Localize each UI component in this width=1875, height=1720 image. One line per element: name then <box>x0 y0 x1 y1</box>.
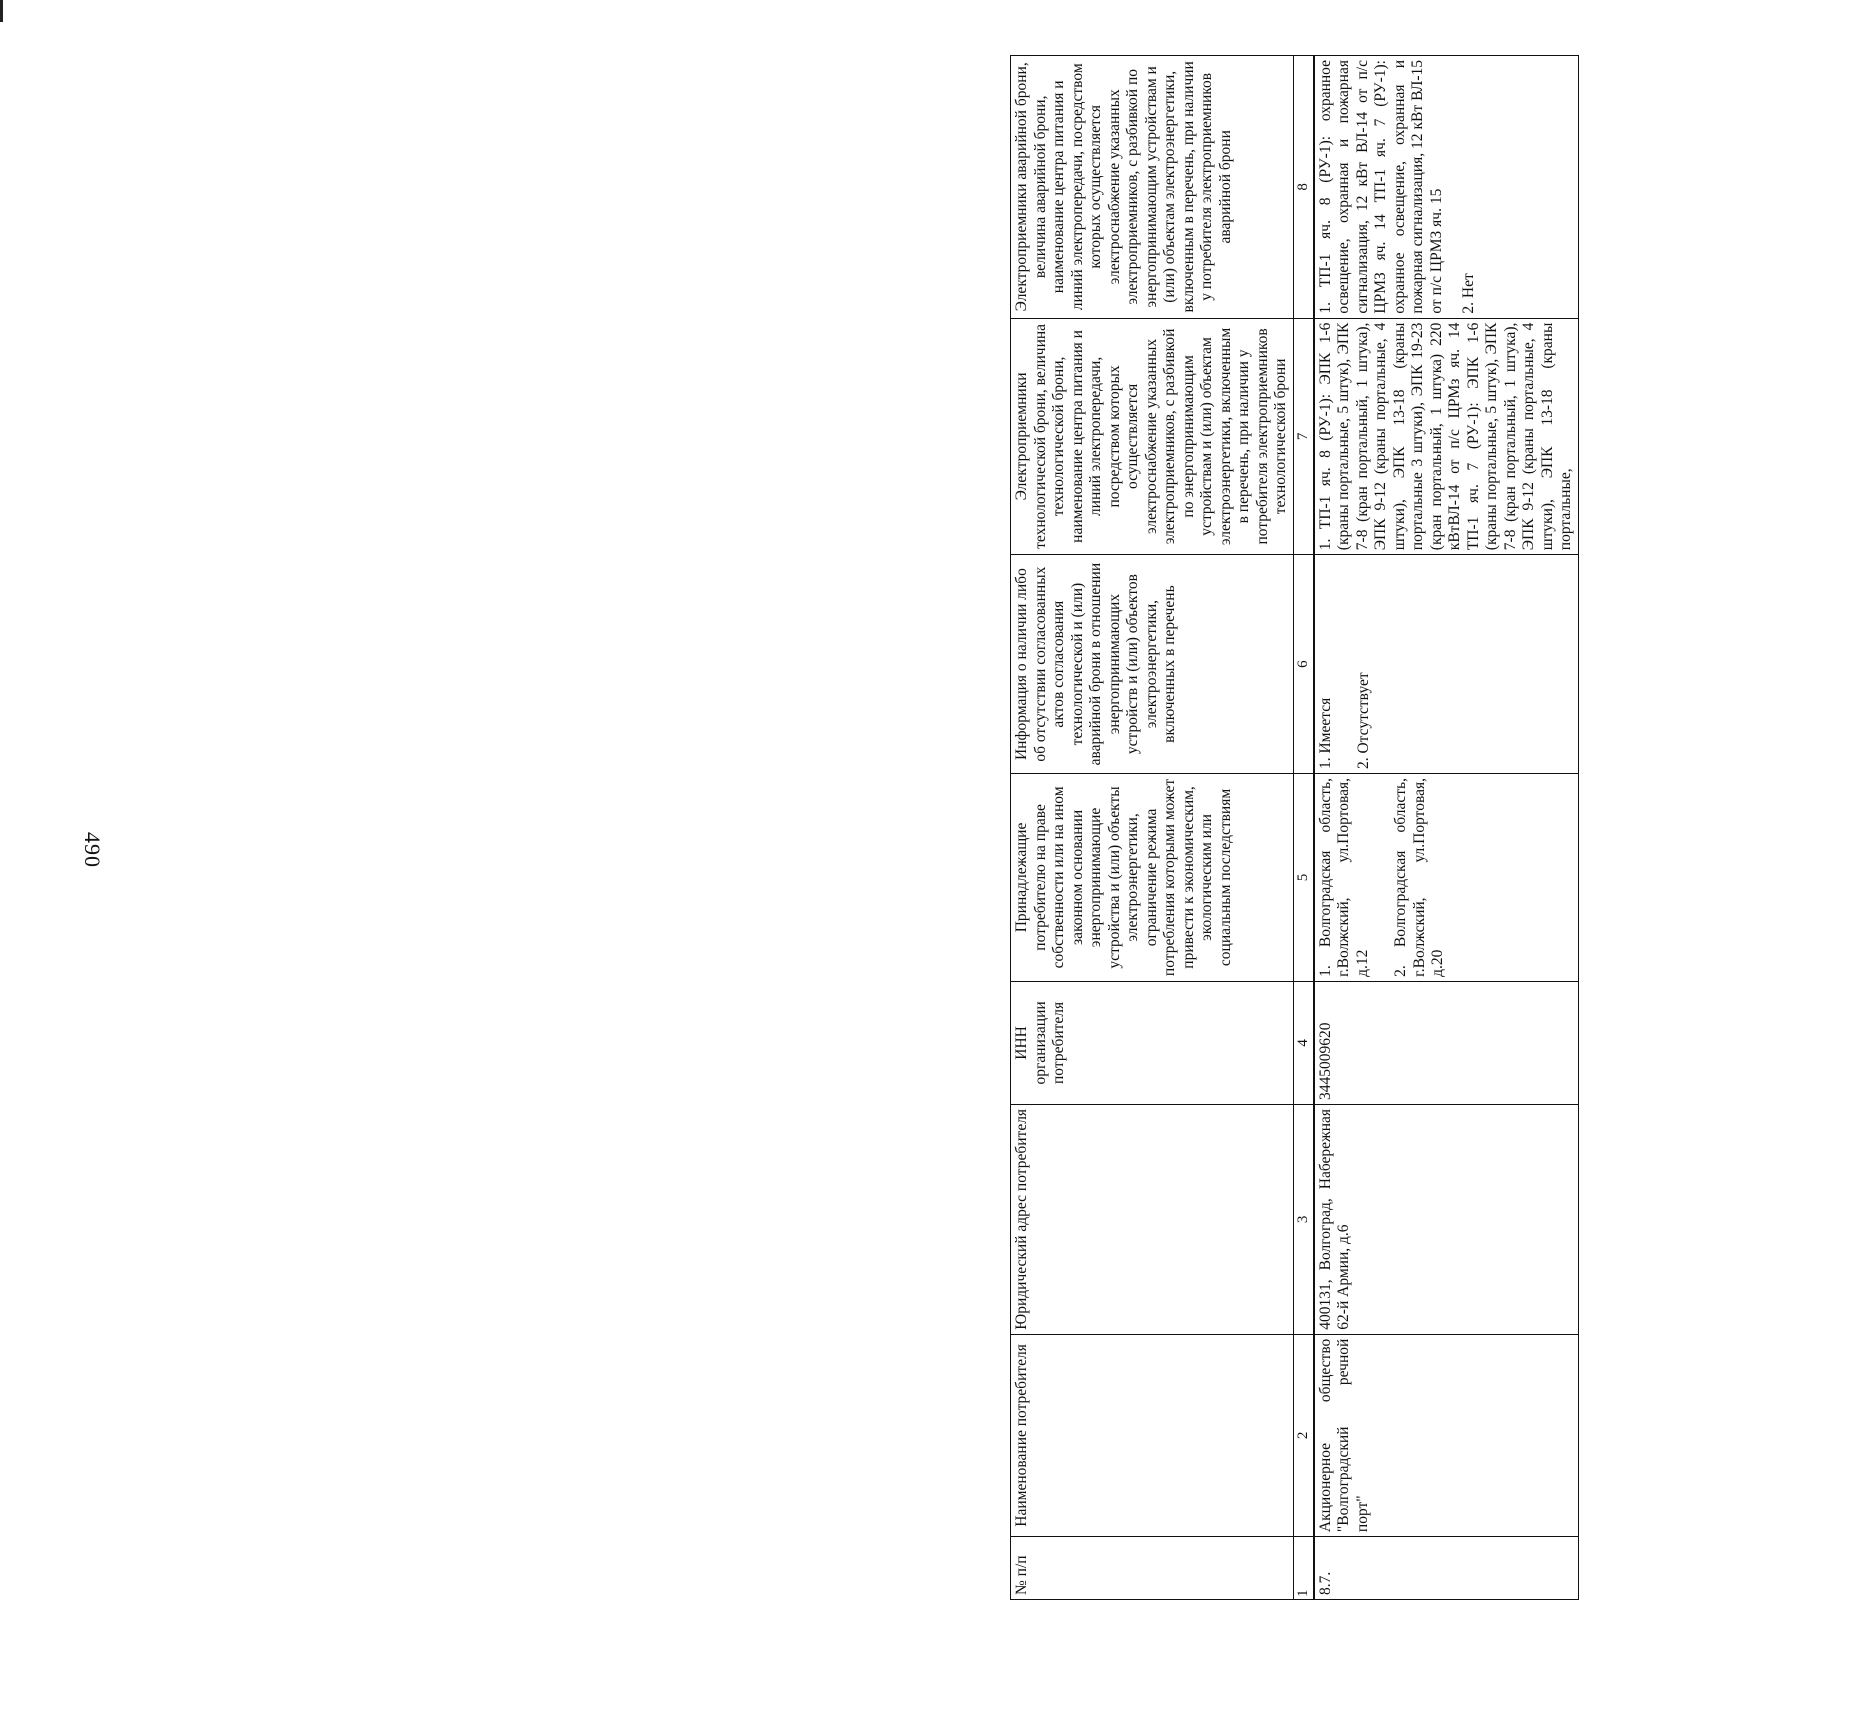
act-item: 2. Отсутствует <box>1355 672 1372 770</box>
consumer-table <box>1010 55 1579 1600</box>
column-number: 2 <box>1293 1334 1314 1536</box>
header-inn: ИНН организации потребителя <box>1011 981 1294 1104</box>
object-item: 1. Волгоградская область, г.Волжский, ул.Портовая, д.12 <box>1316 778 1371 977</box>
avar-bron-item: 2. Нет <box>1460 273 1477 314</box>
header-num: № п/п <box>1011 1537 1294 1600</box>
acts-cell <box>1314 555 1579 774</box>
scan-edge-mark <box>0 0 3 22</box>
consumer-name: Акционерное общество "Волгоградский речной порт" <box>1314 1334 1579 1536</box>
header-acts: Информация о наличии либо об отсутствии согласованных актов согласования технологической и (или) аварийной брони в отношении энергопринимающих устройств и (или) объектов электроэнергетики, включенных в перечень <box>1011 555 1294 774</box>
avar-bron-cell <box>1314 56 1579 319</box>
column-number-row <box>1293 56 1314 1600</box>
column-number: 6 <box>1293 555 1314 774</box>
avar-bron-item: 1. ТП-1 яч. 8 (РУ-1): охранное освещение, охранная и пожарная сигнализация, 12 кВт ВЛ-14 от п/с ЦРМЗ яч. 14 ТП-1 яч. 7 (РУ-1): охранное освещение, охранная и пожарная сигнализация, 12 кВт ВЛ-15 от п/с ЦРМЗ яч. 15 <box>1316 60 1445 314</box>
act-item: 1. Имеется <box>1316 697 1334 770</box>
row-number: 8.7. <box>1314 1537 1579 1600</box>
header-avar-bron: Электроприемники аварийной брони, величина аварийной брони, наименование центра питания и линий электропередачи, посредством которых осуществляется электроснабжение указанных электроприемников, с разбивкой по энергопринимающим устройствам и (или) объектам электроэнергетики, включенным в перечень, при наличии у потребителя электроприемников аварийной брони <box>1011 56 1294 319</box>
header-tech-bron: Электроприемники технологической брони, величина технологической брони, наименование центра питания и линий электропередачи, посредством которых осуществляется электроснабжение указанных электроприемников, с разбивкой по энергопринимающим устройствам и (или) объектам электроэнергетики, включенным в перечень, при наличии у потребителя электроприемников технологической брони <box>1011 318 1294 555</box>
column-number: 7 <box>1293 318 1314 555</box>
header-row <box>1011 56 1294 1600</box>
column-number: 4 <box>1293 981 1314 1104</box>
column-number: 1 <box>1293 1537 1314 1600</box>
column-number: 3 <box>1293 1104 1314 1334</box>
legal-address: 400131, Волгоград, Набережная 62-й Армии, д.6 <box>1314 1104 1579 1334</box>
tech-bron-cell: 1. ТП-1 яч. 8 (РУ-1): ЭПК 1-6 (краны портальные, 5 штук), ЭПК 7-8 (кран портальный, 1 штука), ЭПК 9-12 (краны портальные, 4 штуки), ЭПК 13-18 (краны портальные 3 штуки), ЭПК 19-23 (кран портальный, 1 штука) 220 кВтВЛ-14 от п/с ЦРМз яч. 14 ТП-1 яч. 7 (РУ-1): ЭПК 1-6 (краны портальные, 5 штук), ЭПК 7-8 (кран портальный, 1 штука), ЭПК 9-12 (краны портальные, 4 штуки), ЭПК 13-18 (краны портальные, <box>1314 318 1579 555</box>
rotated-table-page <box>1010 55 1875 1600</box>
column-number: 5 <box>1293 774 1314 982</box>
header-objects: Принадлежащие потребителю на праве собственности или на ином законном основании энергопринимающие устройства и (или) объекты электроэнергетики, ограничение режима потребления которыми может привести к экономическим, экологическим или социальным последствиям <box>1011 774 1294 982</box>
header-name: Наименование потребителя <box>1011 1334 1294 1536</box>
column-number: 8 <box>1293 56 1314 319</box>
object-item: 2. Волгоградская область, г.Волжский, ул.Портовая, д.20 <box>1392 778 1446 977</box>
objects-cell <box>1314 774 1579 982</box>
inn-value: 3445009620 <box>1314 981 1579 1104</box>
header-address: Юридический адрес потребителя <box>1011 1104 1294 1334</box>
page-number: 490 <box>80 832 105 868</box>
table-row <box>1314 56 1579 1600</box>
